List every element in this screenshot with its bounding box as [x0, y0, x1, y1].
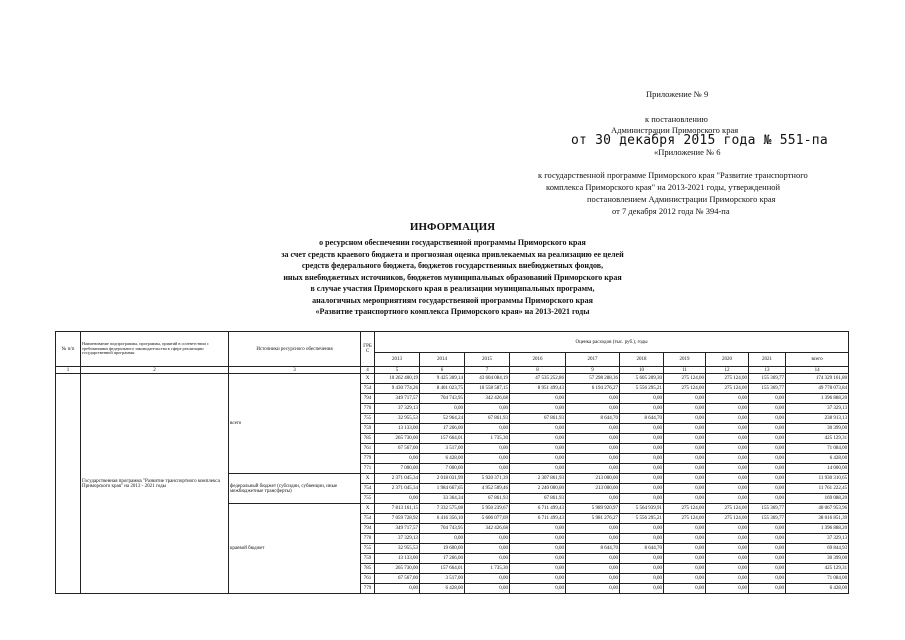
value-cell: 0,00 [706, 444, 749, 454]
column-number: 2 [81, 367, 229, 374]
value-cell: 0,00 [620, 524, 664, 534]
year-header: 2021 [749, 353, 786, 367]
value-cell: 13 133,00 [375, 554, 420, 564]
value-cell: 0,00 [420, 534, 465, 544]
value-cell: 0,00 [510, 534, 566, 544]
grbs-code-cell: Х [361, 374, 375, 384]
value-cell: 9 425 309,14 [420, 374, 465, 384]
resource-table [55, 331, 849, 594]
value-cell: 0,00 [465, 454, 510, 464]
source-cell: краевой бюджет [229, 504, 361, 594]
value-cell: 265 730,00 [375, 434, 420, 444]
value-cell: 1 735,30 [465, 434, 510, 444]
grbs-code-cell: 785 [361, 434, 375, 444]
total-cell: 425 129,31 [786, 564, 849, 574]
value-cell: 0,00 [664, 404, 706, 414]
value-cell: 265 730,00 [375, 564, 420, 574]
value-cell: 32 955,53 [375, 544, 420, 554]
total-cell: 37 329,13 [786, 534, 849, 544]
column-header-source: Источники ресурсного обеспечения [229, 332, 361, 367]
total-cell: 174 329 161,80 [786, 374, 849, 384]
value-cell: 0,00 [749, 474, 786, 484]
value-cell: 67 567,00 [375, 444, 420, 454]
value-cell: 5 989 920,97 [566, 504, 620, 514]
value-cell: 0,00 [510, 544, 566, 554]
value-cell: 0,00 [664, 554, 706, 564]
value-cell: 0,00 [465, 424, 510, 434]
value-cell: 0,00 [510, 574, 566, 584]
total-cell: 49 778 073,84 [786, 384, 849, 394]
value-cell: 0,00 [706, 474, 749, 484]
value-cell: 37 329,13 [375, 534, 420, 544]
total-cell: 30 399,00 [786, 554, 849, 564]
value-cell: 0,00 [620, 534, 664, 544]
grbs-code-cell: 794 [361, 524, 375, 534]
value-cell: 0,00 [465, 404, 510, 414]
value-cell: 0,00 [620, 484, 664, 494]
column-number: 7 [465, 367, 510, 374]
value-cell: 0,00 [706, 534, 749, 544]
year-header: 2019 [664, 353, 706, 367]
total-cell: 6 428,00 [786, 454, 849, 464]
value-cell: 0,00 [620, 574, 664, 584]
table-row [56, 374, 849, 384]
value-cell: 0,00 [620, 434, 664, 444]
value-cell: 213 000,00 [566, 474, 620, 484]
value-cell: 6 194 276,27 [566, 384, 620, 394]
value-cell: 17 266,00 [420, 424, 465, 434]
value-cell: 0,00 [566, 464, 620, 474]
value-cell: 3 517,00 [420, 444, 465, 454]
total-cell: 14 000,00 [786, 464, 849, 474]
value-cell: 0,00 [510, 434, 566, 444]
value-cell: 10 262 400,19 [375, 374, 420, 384]
value-cell: 0,00 [620, 404, 664, 414]
value-cell: 2 240 000,00 [510, 484, 566, 494]
value-cell: 213 000,00 [566, 484, 620, 494]
value-cell: 342 426,68 [465, 394, 510, 404]
value-cell: 8 644,70 [620, 544, 664, 554]
total-cell: 1 396 888,20 [786, 394, 849, 404]
value-cell: 0,00 [566, 584, 620, 594]
value-cell: 47 535 252,86 [510, 374, 566, 384]
grbs-code-cell: 759 [361, 424, 375, 434]
program-reference-line-1: к государственной программе Приморского края "Развитие транспортного [538, 170, 808, 180]
grbs-code-cell: 759 [361, 554, 375, 564]
title-line: аналогичных мероприятиям государственной программы Приморского края [312, 295, 593, 305]
year-header: 2016 [510, 353, 566, 367]
value-cell: 0,00 [664, 584, 706, 594]
value-cell: 7 000,00 [375, 464, 420, 474]
column-number: 1 [56, 367, 81, 374]
column-number: 4 [361, 367, 375, 374]
value-cell: 0,00 [510, 584, 566, 594]
column-header-grbs: ГРБ С [361, 332, 375, 367]
value-cell: 17 266,00 [420, 554, 465, 564]
grbs-code-cell: 755 [361, 544, 375, 554]
title-line: в случае участия Приморского края в реализации муниципальных программ, [310, 284, 595, 293]
value-cell: 6 428,00 [420, 454, 465, 464]
value-cell: 0,00 [664, 454, 706, 464]
value-cell: 0,00 [749, 394, 786, 404]
value-cell: 0,00 [465, 444, 510, 454]
value-cell: 5 564 939,91 [620, 504, 664, 514]
value-cell: 67 861,93 [465, 414, 510, 424]
value-cell: 0,00 [620, 394, 664, 404]
value-cell: 0,00 [465, 554, 510, 564]
value-cell: 0,00 [664, 424, 706, 434]
document-title: ИНФОРМАЦИЯ [409, 221, 496, 233]
program-reference-line-4: от 7 декабря 2012 года № 394-па [612, 206, 730, 216]
value-cell: 0,00 [749, 564, 786, 574]
value-cell: 0,00 [620, 584, 664, 594]
column-numbers-row [56, 367, 849, 374]
program-name-cell: Государственная программа "Развитие транспортного комплекса Приморского края" на 2013 - 2021 годы [81, 374, 229, 594]
value-cell: 0,00 [620, 424, 664, 434]
value-cell: 157 664,01 [420, 564, 465, 574]
value-cell: 0,00 [664, 494, 706, 504]
value-cell: 33 364,34 [420, 494, 465, 504]
column-number: 13 [749, 367, 786, 374]
value-cell: 0,00 [706, 454, 749, 464]
total-cell: 11 761 222,45 [786, 484, 849, 494]
value-cell: 57 298 288,36 [566, 374, 620, 384]
value-cell: 0,00 [749, 434, 786, 444]
value-cell: 8 951 499,43 [510, 384, 566, 394]
value-cell: 0,00 [706, 484, 749, 494]
total-cell: 71 084,00 [786, 444, 849, 454]
value-cell: 0,00 [664, 484, 706, 494]
value-cell: 0,00 [749, 574, 786, 584]
column-number: 12 [706, 367, 749, 374]
value-cell: 0,00 [749, 464, 786, 474]
value-cell: 0,00 [510, 454, 566, 464]
value-cell: 0,00 [566, 564, 620, 574]
value-cell: 155 369,77 [749, 504, 786, 514]
value-cell: 275 124,00 [664, 384, 706, 394]
value-cell: 0,00 [749, 404, 786, 414]
year-header: 2017 [566, 353, 620, 367]
value-cell: 275 124,00 [706, 514, 749, 524]
value-cell: 0,00 [749, 534, 786, 544]
total-cell: 69 844,93 [786, 544, 849, 554]
value-cell: 0,00 [465, 544, 510, 554]
previous-appendix-label: «Приложение № 6 [654, 147, 721, 157]
total-cell: 1 396 888,20 [786, 524, 849, 534]
value-cell: 275 124,00 [706, 374, 749, 384]
value-cell: 5 606 077,69 [465, 514, 510, 524]
value-cell: 0,00 [749, 584, 786, 594]
column-header-name: Наименование подпрограммы, программы, приятий в соответствии с требованиями федерального законодательства в сфере реализации государственной программы [81, 332, 229, 367]
value-cell: 155 369,77 [749, 374, 786, 384]
value-cell: 275 124,00 [706, 384, 749, 394]
value-cell: 0,00 [510, 554, 566, 564]
value-cell: 0,00 [706, 574, 749, 584]
title-line: о ресурсном обеспечении государственной программы Приморского края [319, 238, 586, 247]
grbs-code-cell: 761 [361, 574, 375, 584]
total-cell: 11 930 310,65 [786, 474, 849, 484]
value-cell: 0,00 [465, 574, 510, 584]
value-cell: 0,00 [749, 454, 786, 464]
year-header: 2014 [420, 353, 465, 367]
value-cell: 67 567,00 [375, 574, 420, 584]
value-cell: 0,00 [566, 434, 620, 444]
value-cell: 275 124,00 [664, 504, 706, 514]
value-cell: 0,00 [375, 494, 420, 504]
value-cell: 0,00 [620, 554, 664, 564]
value-cell: 1 984 667,65 [420, 484, 465, 494]
title-line: средств федерального бюджета, бюджетов государственных внебюджетных фондов, [301, 261, 604, 270]
value-cell: 0,00 [566, 524, 620, 534]
value-cell: 5 556 295,21 [620, 384, 664, 394]
value-cell: 6 711 499,43 [510, 514, 566, 524]
value-cell: 0,00 [706, 494, 749, 504]
value-cell: 13 133,00 [375, 424, 420, 434]
column-number: 8 [510, 367, 566, 374]
value-cell: 2 307 861,93 [510, 474, 566, 484]
value-cell: 3 517,00 [420, 574, 465, 584]
grbs-code-cell: Х [361, 474, 375, 484]
year-header: 2018 [620, 353, 664, 367]
value-cell: 0,00 [620, 494, 664, 504]
value-cell: 0,00 [664, 464, 706, 474]
value-cell: 704 743,95 [420, 524, 465, 534]
column-number: 3 [229, 367, 361, 374]
title-line: иных внебюджетных источников, бюджетов муниципальных образований Приморского края [283, 272, 622, 282]
value-cell: 0,00 [375, 584, 420, 594]
value-cell: 67 861,93 [465, 494, 510, 504]
value-cell: 0,00 [620, 464, 664, 474]
value-cell: 7 000,00 [420, 464, 465, 474]
value-cell: 5 920 371,39 [465, 474, 510, 484]
value-cell: 0,00 [749, 484, 786, 494]
to-resolution-label: к постановлению [645, 114, 708, 124]
total-cell: 40 067 953,96 [786, 504, 849, 514]
value-cell: 0,00 [749, 524, 786, 534]
value-cell: 0,00 [706, 584, 749, 594]
grbs-code-cell: 785 [361, 564, 375, 574]
value-cell: 0,00 [566, 554, 620, 564]
value-cell: 0,00 [706, 404, 749, 414]
value-cell: 0,00 [749, 544, 786, 554]
value-cell: 0,00 [566, 454, 620, 464]
row-number-cell [56, 374, 81, 594]
value-cell: 275 124,00 [664, 514, 706, 524]
grbs-code-cell: 755 [361, 494, 375, 504]
column-number: 9 [566, 367, 620, 374]
source-cell: всего [229, 374, 361, 474]
value-cell: 0,00 [706, 434, 749, 444]
value-cell: 8 644,70 [566, 544, 620, 554]
source-cell: федеральный бюджет (субсидии, субвенции, иные межбюджетные трансферты) [229, 474, 361, 504]
value-cell: 0,00 [510, 464, 566, 474]
total-cell: 30 399,00 [786, 424, 849, 434]
value-cell: 2 018 031,99 [420, 474, 465, 484]
value-cell: 342 426,68 [465, 524, 510, 534]
value-cell: 704 743,95 [420, 394, 465, 404]
grbs-code-cell: 779 [361, 584, 375, 594]
value-cell: 0,00 [664, 444, 706, 454]
value-cell: 0,00 [510, 524, 566, 534]
date-number-stamp: от 30 декабря 2015 года № 551-па [571, 133, 828, 148]
column-number: 11 [664, 367, 706, 374]
value-cell: 0,00 [749, 424, 786, 434]
value-cell: 0,00 [510, 404, 566, 414]
column-number: 10 [620, 367, 664, 374]
value-cell: 0,00 [620, 474, 664, 484]
value-cell: 0,00 [749, 554, 786, 564]
value-cell: 32 955,53 [375, 414, 420, 424]
value-cell: 0,00 [510, 564, 566, 574]
value-cell: 155 369,77 [749, 514, 786, 524]
value-cell: 8 401 023,75 [420, 384, 465, 394]
grbs-code-cell: 770 [361, 534, 375, 544]
year-header: 2013 [375, 353, 420, 367]
value-cell: 0,00 [664, 564, 706, 574]
column-header-number: № п/п [56, 332, 81, 367]
value-cell: 0,00 [566, 404, 620, 414]
value-cell: 4 952 509,46 [465, 484, 510, 494]
value-cell: 0,00 [620, 444, 664, 454]
column-header-estimate: Оценка расходов (тыс. руб.), годы [375, 332, 849, 353]
value-cell: 6 416 356,10 [420, 514, 465, 524]
value-cell: 0,00 [706, 544, 749, 554]
value-cell: 6 428,00 [420, 584, 465, 594]
value-cell: 19 600,00 [420, 544, 465, 554]
value-cell: 0,00 [375, 454, 420, 464]
value-cell: 5 981 276,27 [566, 514, 620, 524]
grbs-code-cell: 779 [361, 454, 375, 464]
value-cell: 0,00 [749, 414, 786, 424]
grbs-code-cell: 755 [361, 414, 375, 424]
value-cell: 52 964,24 [420, 414, 465, 424]
value-cell: 0,00 [465, 584, 510, 594]
title-line: «Развитие транспортного комплекса Приморского края» на 2013-2021 годы [315, 307, 590, 316]
value-cell: 0,00 [749, 444, 786, 454]
total-cell: 169 088,20 [786, 494, 849, 504]
grbs-code-cell: 754 [361, 514, 375, 524]
value-cell: 155 369,77 [749, 384, 786, 394]
value-cell: 0,00 [510, 394, 566, 404]
value-cell: 0,00 [620, 564, 664, 574]
value-cell: 157 664,01 [420, 434, 465, 444]
value-cell: 275 124,00 [706, 504, 749, 514]
grbs-code-cell: 770 [361, 404, 375, 414]
value-cell: 2 371 045,34 [375, 484, 420, 494]
value-cell: 0,00 [620, 454, 664, 464]
value-cell: 0,00 [664, 414, 706, 424]
value-cell: 0,00 [566, 574, 620, 584]
value-cell: 67 861,93 [510, 494, 566, 504]
value-cell: 5 556 295,21 [620, 514, 664, 524]
value-cell: 0,00 [706, 414, 749, 424]
value-cell: 0,00 [664, 534, 706, 544]
value-cell: 0,00 [510, 444, 566, 454]
total-cell: 71 084,00 [786, 574, 849, 584]
value-cell: 0,00 [465, 464, 510, 474]
value-cell: 349 717,57 [375, 524, 420, 534]
value-cell: 0,00 [664, 394, 706, 404]
grbs-code-cell: 754 [361, 484, 375, 494]
value-cell: 349 717,57 [375, 394, 420, 404]
column-number: 14 [786, 367, 849, 374]
value-cell: 37 329,13 [375, 404, 420, 414]
value-cell: 0,00 [664, 524, 706, 534]
grbs-code-cell: 761 [361, 444, 375, 454]
value-cell: 0,00 [706, 464, 749, 474]
total-cell: 37 329,13 [786, 404, 849, 414]
value-cell: 0,00 [420, 404, 465, 414]
table-body [56, 374, 849, 594]
value-cell: 43 604 084,19 [465, 374, 510, 384]
value-cell: 6 711 499,43 [510, 504, 566, 514]
value-cell: 5 950 239,67 [465, 504, 510, 514]
program-reference-line-2: комплекса Приморского края" на 2013-2021 годы, утвержденной [546, 182, 781, 192]
value-cell: 0,00 [706, 524, 749, 534]
value-cell: 0,00 [664, 574, 706, 584]
total-cell: 6 428,00 [786, 584, 849, 594]
grbs-code-cell: Х [361, 504, 375, 514]
value-cell: 8 644,70 [620, 414, 664, 424]
value-cell: 0,00 [510, 424, 566, 434]
value-cell: 0,00 [566, 494, 620, 504]
value-cell: 7 332 575,08 [420, 504, 465, 514]
value-cell: 8 644,70 [566, 414, 620, 424]
value-cell: 0,00 [664, 544, 706, 554]
value-cell: 0,00 [664, 474, 706, 484]
total-cell: 38 016 851,39 [786, 514, 849, 524]
value-cell: 0,00 [706, 564, 749, 574]
column-number: 5 [375, 367, 420, 374]
title-line: за счет средств краевого бюджета и прогнозная оценка привлекаемых на реализацию ее целей [281, 249, 624, 259]
appendix-number: Приложение № 9 [646, 89, 709, 99]
program-reference-line-3: постановлением Администрации Приморского края [587, 194, 776, 204]
column-number: 6 [420, 367, 465, 374]
grbs-code-cell: 794 [361, 394, 375, 404]
value-cell: 0,00 [566, 534, 620, 544]
value-cell: 0,00 [465, 534, 510, 544]
grbs-code-cell: 754 [361, 384, 375, 394]
value-cell: 10 558 587,15 [465, 384, 510, 394]
value-cell: 0,00 [566, 394, 620, 404]
value-cell: 5 605 209,30 [620, 374, 664, 384]
value-cell: 0,00 [664, 434, 706, 444]
year-header: всего [786, 353, 849, 367]
value-cell: 7 813 161,15 [375, 504, 420, 514]
value-cell: 7 059 728,92 [375, 514, 420, 524]
value-cell: 275 124,00 [664, 374, 706, 384]
value-cell: 0,00 [566, 444, 620, 454]
total-cell: 238 913,13 [786, 414, 849, 424]
value-cell: 0,00 [706, 394, 749, 404]
value-cell: 0,00 [706, 554, 749, 564]
value-cell: 1 735,30 [465, 564, 510, 574]
value-cell: 9 430 774,26 [375, 384, 420, 394]
administration-label: Администрации Приморского края [611, 125, 739, 135]
value-cell: 0,00 [749, 494, 786, 504]
total-cell: 425 129,31 [786, 434, 849, 444]
value-cell: 2 371 045,34 [375, 474, 420, 484]
grbs-code-cell: 771 [361, 464, 375, 474]
year-header: 2020 [706, 353, 749, 367]
value-cell: 0,00 [706, 424, 749, 434]
year-header: 2015 [465, 353, 510, 367]
value-cell: 67 861,93 [510, 414, 566, 424]
value-cell: 0,00 [566, 424, 620, 434]
